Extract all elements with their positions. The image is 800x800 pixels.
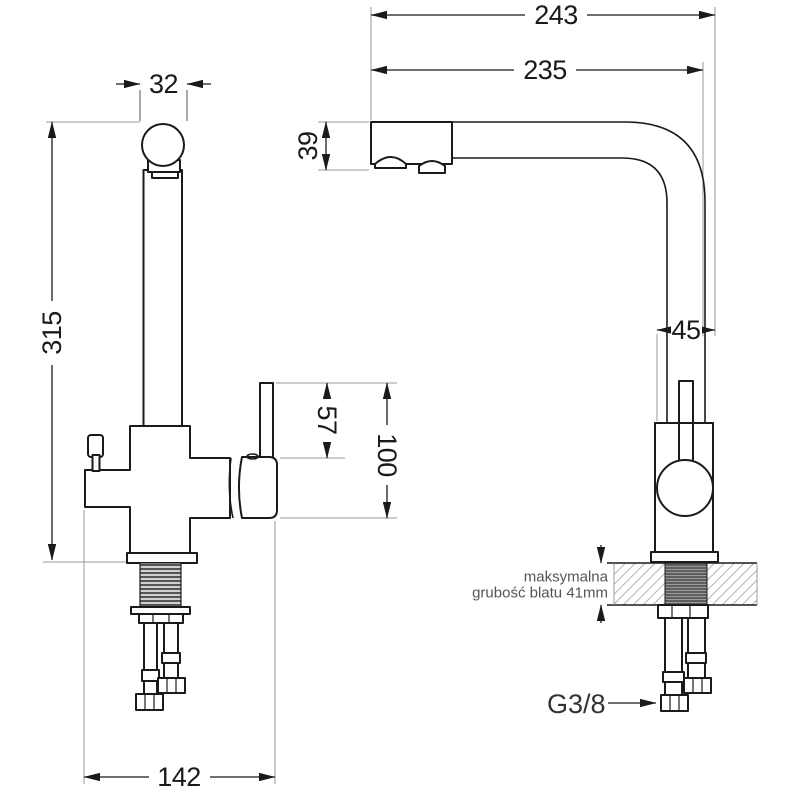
front-threaded-shaft [140,563,181,607]
front-stem [144,170,183,426]
dim-label-142: 142 [157,762,201,792]
front-side-spout [239,457,277,518]
front-left-lever-head [88,435,103,457]
dim-label-315: 315 [37,311,67,355]
front-washer [131,607,190,614]
dim-label-235: 235 [523,55,567,85]
side-threaded-rod [665,563,707,605]
side-base-plate [651,552,718,562]
front-base-plate [127,553,197,563]
dim-label-39: 39 [293,131,323,161]
dim-label-57: 57 [312,405,342,435]
side-ball-joint [657,460,713,516]
front-outlet-pipe [260,383,273,459]
front-left-lever-neck [93,455,100,471]
dim-label-243: 243 [534,0,578,30]
countertop-hatch-left [614,563,665,605]
side-mount-nut [658,605,708,618]
dim-label-45: 45 [671,315,701,345]
thread-size-label: G3/8 [547,689,606,719]
front-mount-nut [139,614,183,623]
dim-label-100: 100 [372,433,402,477]
side-lever-inside [679,423,693,463]
countertop-note-line2: grubość blatu 41mm [472,584,608,602]
countertop-hatch-right [707,563,757,605]
countertop-note-line1: maksymalna [523,568,608,586]
dim-label-32: 32 [148,69,179,99]
front-knob [142,124,184,166]
side-aerator-2 [419,161,445,173]
